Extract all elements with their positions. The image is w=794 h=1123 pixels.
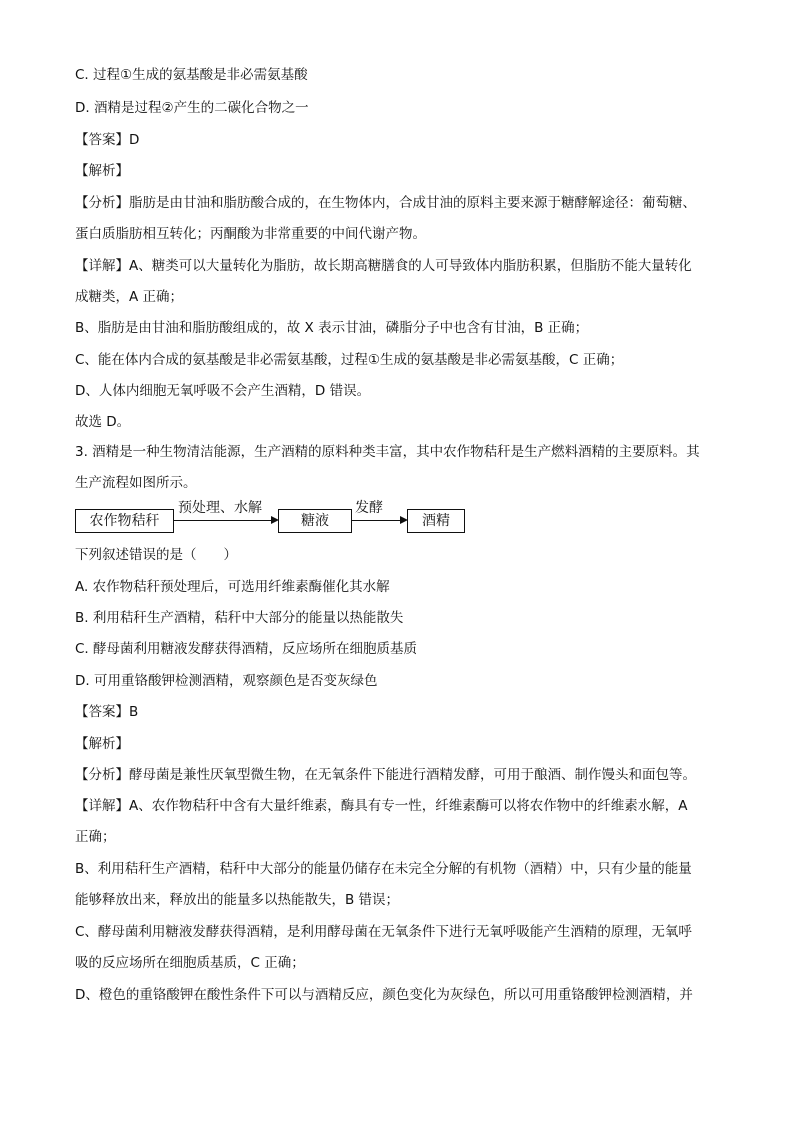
text-line: 蛋白质脂肪相互转化；丙酮酸为非常重要的中间代谢产物。: [75, 226, 426, 242]
text-line: 【分析】酵母菌是兼性厌氧型微生物，在无氧条件下能进行酒精发酵，可用于酿酒、制作馒头和面包等。: [75, 767, 696, 783]
text-line: C、酵母菌利用糖液发酵获得酒精，是利用酵母菌在无氧条件下进行无氧呼吸能产生酒精的原理，无氧呼: [75, 924, 692, 940]
text-line: B、利用秸秆生产酒精，秸秆中大部分的能量仍储存在未完全分解的有机物（酒精）中，只有少量的能量: [75, 861, 692, 877]
text-line: D. 酒精是过程②产生的二碳化合物之一: [75, 100, 309, 116]
flow-box-straw: 农作物秸秆: [75, 509, 174, 533]
analysis-label: 【解析】: [75, 736, 129, 752]
question-text: 生产流程如图所示。: [75, 475, 197, 491]
text-line: 成糖类，A 正确；: [75, 289, 184, 305]
answer-label: 【答案】D: [75, 132, 140, 148]
answer-label: 【答案】B: [75, 704, 139, 720]
question-text: 3. 酒精是一种生物清洁能源，生产酒精的原料种类丰富，其中农作物秸秆是生产燃料酒精的主要原料。其: [75, 444, 700, 460]
option-a: A. 农作物秸秆预处理后，可选用纤维素酶催化其水解: [75, 579, 390, 595]
text-line: 【详解】A、农作物秸秆中含有大量纤维素，酶具有专一性，纤维素酶可以将农作物中的纤维素水解，A: [75, 798, 688, 814]
flow-box-alcohol: 酒精: [407, 509, 465, 533]
option-d: D. 可用重铬酸钾检测酒精，观察颜色是否变灰绿色: [75, 673, 378, 689]
flow-label-pretreat: 预处理、水解: [178, 500, 262, 516]
analysis-label: 【解析】: [75, 163, 129, 179]
text-line: 吸的反应场所在细胞质基质，C 正确；: [75, 955, 305, 971]
option-c: C. 酵母菌利用糖液发酵获得酒精，反应场所在细胞质基质: [75, 641, 418, 657]
text-line: 正确；: [75, 829, 116, 845]
text-line: 【详解】A、糖类可以大量转化为脂肪，故长期高糖膳食的人可导致体内脂肪积累，但脂肪不能大量转化: [75, 258, 692, 274]
text-line: 故选 D。: [75, 414, 131, 430]
flow-arrow-1: [173, 520, 273, 521]
flow-box-sugar: 糖液: [278, 509, 352, 533]
production-flow-diagram: [75, 500, 475, 540]
text-line: B、脂肪是由甘油和脂肪酸组成的，故 X 表示甘油，磷脂分子中也含有甘油，B 正确；: [75, 320, 589, 336]
text-line: 【分析】脂肪是由甘油和脂肪酸合成的，在生物体内，合成甘油的原料主要来源于糖酵解途径：葡萄糖、: [75, 195, 696, 211]
text-line: D、橙色的重铬酸钾在酸性条件下可以与酒精反应，颜色变化为灰绿色，所以可用重铬酸钾检测酒精，并: [75, 987, 693, 1003]
option-b: B. 利用秸秆生产酒精，秸秆中大部分的能量以热能散失: [75, 610, 404, 626]
question-stem: 下列叙述错误的是（ ）: [75, 547, 237, 563]
flow-label-ferment: 发酵: [355, 500, 383, 516]
text-line: D、人体内细胞无氧呼吸不会产生酒精，D 错误。: [75, 383, 371, 399]
text-line: 能够释放出来，释放出的能量多以热能散失，B 错误；: [75, 892, 400, 908]
text-line: C、能在体内合成的氨基酸是非必需氨基酸，过程①生成的氨基酸是非必需氨基酸，C 正确；: [75, 352, 624, 368]
flow-arrow-2: [352, 520, 402, 521]
text-line: C. 过程①生成的氨基酸是非必需氨基酸: [75, 67, 308, 83]
